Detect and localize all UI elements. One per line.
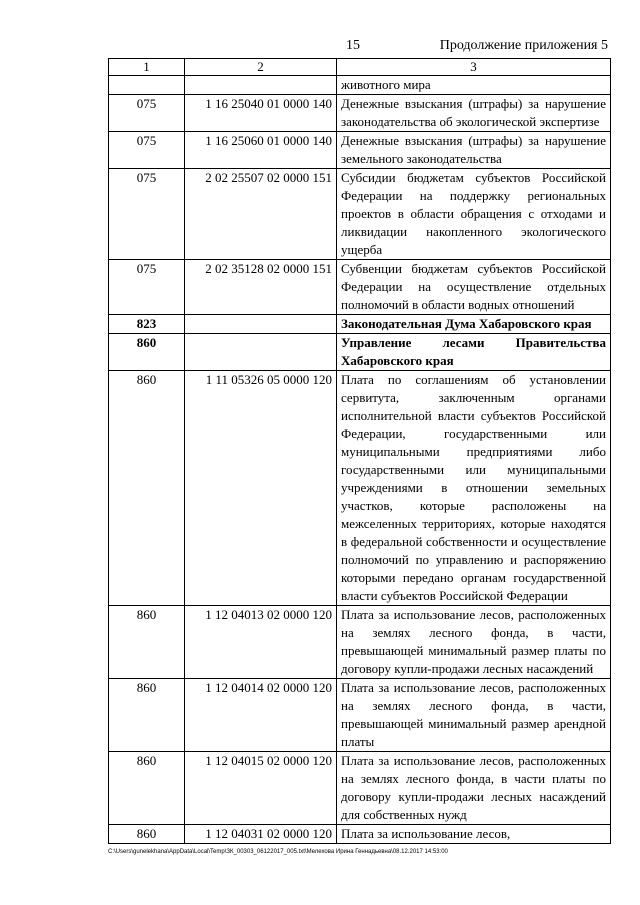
col-header-1: 1 [109,59,185,76]
budget-classification-code: 1 12 04013 02 0000 120 [185,606,337,679]
revenue-name: Плата за использование лесов, расположенных на землях лесного фонда, в части платы по договору купли-продажи лесных насаждений для собственных нужд [337,752,611,825]
table-row [109,752,611,825]
budget-classification-code: 2 02 25507 02 0000 151 [185,169,337,260]
page-number: 15 [346,38,360,53]
budget-classification-code [185,315,337,334]
budget-admin-code: 860 [109,679,185,752]
table-row [109,76,611,95]
revenue-name: животного мира [337,76,611,95]
budget-classification-code: 1 12 04015 02 0000 120 [185,752,337,825]
table-row [109,132,611,169]
revenue-name: Субсидии бюджетам субъектов Российской Федерации на поддержку региональных проектов в области обращения с отходами и ликвидации накопленного экологического ущерба [337,169,611,260]
budget-classification-code: 1 11 05326 05 0000 120 [185,371,337,606]
data-table [108,58,611,844]
file-path-footer: C:\Users\gunelekhana\AppData\Local\Temp\ЗК_00303_06122017_005.txt\Мелехова Ирина Геннадьевна\08.12.2017 14:53:00 [108,849,448,855]
revenue-name: Законодательная Дума Хабаровского края [337,315,611,334]
table-row [109,169,611,260]
budget-classification-code: 1 12 04014 02 0000 120 [185,679,337,752]
revenue-name: Плата за использование лесов, [337,825,611,844]
budget-admin-code: 860 [109,334,185,371]
budget-classification-code [185,76,337,95]
table-row [109,371,611,606]
revenue-name: Денежные взыскания (штрафы) за нарушение законодательства об экологической экспертизе [337,95,611,132]
budget-admin-code: 860 [109,371,185,606]
revenue-name: Плата за использование лесов, расположенных на землях лесного фонда, в части, превышающей минимальный размер платы по договору купли-продажи лесных насаждений [337,606,611,679]
budget-classification-code [185,334,337,371]
table-row [109,95,611,132]
budget-classification-code: 1 16 25060 01 0000 140 [185,132,337,169]
table-row [109,260,611,315]
continuation-label: Продолжение приложения 5 [439,38,608,53]
budget-admin-code: 075 [109,260,185,315]
budget-admin-code: 075 [109,132,185,169]
budget-admin-code: 860 [109,606,185,679]
revenue-name: Плата по соглашениям об установлении сервитута, заключенным органами исполнительной власти субъектов Российской Федерации, государственными или муниципальными предприятиями либо государственными или муниципальными учреждениями в отношении земельных участков, которые расположены на межселенных территориях, которые находятся в федеральной собственности и осуществление полномочий по управлению и распоряжению которыми передано органам государственной власти субъектов Российской Федерации [337,371,611,606]
budget-classification-code: 1 12 04031 02 0000 120 [185,825,337,844]
revenue-name: Плата за использование лесов, расположенных на землях лесного фонда, в части, превышающей минимальный размер арендной платы [337,679,611,752]
revenue-name: Субвенции бюджетам субъектов Российской Федерации на осуществление отдельных полномочий в области водных отношений [337,260,611,315]
revenue-name: Денежные взыскания (штрафы) за нарушение земельного законодательства [337,132,611,169]
table-row [109,679,611,752]
budget-admin-code: 823 [109,315,185,334]
budget-admin-code: 860 [109,752,185,825]
col-header-3: 3 [337,59,611,76]
table-row [109,334,611,371]
budget-admin-code: 860 [109,825,185,844]
header-row [109,59,611,76]
table-row [109,825,611,844]
budget-admin-code: 075 [109,95,185,132]
table-row [109,606,611,679]
budget-admin-code: 075 [109,169,185,260]
table-row [109,315,611,334]
budget-classification-code: 2 02 35128 02 0000 151 [185,260,337,315]
budget-admin-code [109,76,185,95]
col-header-2: 2 [185,59,337,76]
revenue-name: Управление лесами Правительства Хабаровского края [337,334,611,371]
budget-classification-code: 1 16 25040 01 0000 140 [185,95,337,132]
